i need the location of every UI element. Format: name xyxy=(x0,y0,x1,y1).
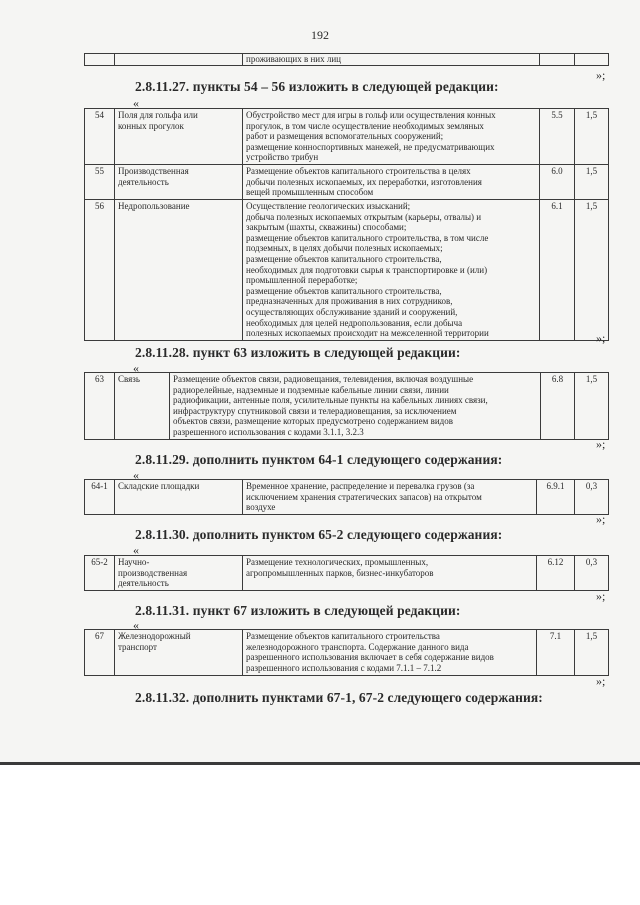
row-code: 6.9.1 xyxy=(537,480,575,515)
table-section-28 xyxy=(84,372,609,440)
row-number: 56 xyxy=(85,200,115,341)
scan-edge xyxy=(0,762,640,765)
row-name: Связь xyxy=(115,373,170,440)
table-row xyxy=(85,200,609,341)
row-code: 6.1 xyxy=(540,200,575,341)
opening-quote: « xyxy=(133,543,139,557)
row-description: Осуществление геологических изысканий; добыча полезных ископаемых открытым (карьеры, отвалы) и закрытым (шахты, скважины) способами; размещение объектов капитального строительства, в том числе подземных, в целях добычи полезных ископаемых; размещение объектов капитального строительства, необходимых для подготовки сырья к транспортировке и (или) промышленной переработке; размещение объектов капитального строительства, предназначенных для проживания в них сотрудников, осуществляющих обслуживание зданий и сооружений, необходимых для целей недропользования, если добыча полезных ископаемых происходит на межселенной территории xyxy=(243,200,540,341)
table-section-31 xyxy=(84,629,609,676)
section-heading: 2.8.11.31. пункт 67 изложить в следующей редакции: xyxy=(135,603,461,618)
section-heading: 2.8.11.30. дополнить пунктом 65-2 следующего содержания: xyxy=(135,527,503,542)
row-number: 65-2 xyxy=(85,556,115,591)
row-name: Поля для гольфа или конных прогулок xyxy=(115,109,243,165)
row-description: Размещение объектов капитального строительства железнодорожного транспорта. Содержание данного вида разрешенного использования включает в себя содержание видов разрешенного использования с кодами 7.1.1 – 7.1.2 xyxy=(243,630,537,676)
table-section-30 xyxy=(84,555,609,591)
row-number: 67 xyxy=(85,630,115,676)
row-name: Железнодорожный транспорт xyxy=(115,630,243,676)
row-description: Временное хранение, распределение и перевалка грузов (за исключением хранения стратегических запасов) на открытом воздухе xyxy=(243,480,537,515)
row-code: 5.5 xyxy=(540,109,575,165)
closing-quote: »; xyxy=(596,674,606,688)
closing-quote: »; xyxy=(596,68,606,82)
row-number: 63 xyxy=(85,373,115,440)
row-value: 0,3 xyxy=(575,556,609,591)
row-value: 1,5 xyxy=(575,200,609,341)
row-description: Размещение технологических, промышленных, агропромышленных парков, бизнес-инкубаторов xyxy=(243,556,537,591)
table-row xyxy=(85,373,609,440)
opening-quote: « xyxy=(133,96,139,110)
opening-quote: « xyxy=(133,361,139,375)
section-heading: 2.8.11.29. дополнить пунктом 64-1 следующего содержания: xyxy=(135,452,503,467)
section-heading: 2.8.11.27. пункты 54 – 56 изложить в следующей редакции: xyxy=(135,79,499,94)
row-name: Складские площадки xyxy=(115,480,243,515)
row-number: 64-1 xyxy=(85,480,115,515)
table-row xyxy=(85,109,609,165)
cell-text: проживающих в них лиц xyxy=(243,54,540,66)
table-row xyxy=(85,630,609,676)
section-heading: 2.8.11.28. пункт 63 изложить в следующей редакции: xyxy=(135,345,461,360)
row-value: 1,5 xyxy=(575,109,609,165)
row-description: Обустройство мест для игры в гольф или осуществления конных прогулок, в том числе осуществление необходимых земляных работ и размещения вспомогательных сооружений; размещение конноспортивных манежей, не предусматривающих устройство трибун xyxy=(243,109,540,165)
row-value: 1,5 xyxy=(575,165,609,200)
row-description: Размещение объектов капитального строительства в целях добычи полезных ископаемых, их переработки, изготовления вещей промышленным способом xyxy=(243,165,540,200)
table-row xyxy=(85,480,609,515)
row-code: 6.0 xyxy=(540,165,575,200)
row-code: 7.1 xyxy=(537,630,575,676)
closing-quote: »; xyxy=(596,437,606,451)
row-number: 54 xyxy=(85,109,115,165)
closing-quote: »; xyxy=(596,512,606,526)
closing-quote: »; xyxy=(596,589,606,603)
page-number: 192 xyxy=(311,28,329,42)
row-number: 55 xyxy=(85,165,115,200)
row-code: 6.12 xyxy=(537,556,575,591)
opening-quote: « xyxy=(133,468,139,482)
table-row xyxy=(85,165,609,200)
opening-quote: « xyxy=(133,618,139,632)
table-section-27 xyxy=(84,108,609,341)
row-value: 1,5 xyxy=(575,630,609,676)
row-name: Недропользование xyxy=(115,200,243,341)
row-name: Научно- производственная деятельность xyxy=(115,556,243,591)
row-value: 0,3 xyxy=(575,480,609,515)
table-section-29 xyxy=(84,479,609,515)
row-code: 6.8 xyxy=(541,373,575,440)
row-name: Производственная деятельность xyxy=(115,165,243,200)
table-row xyxy=(85,556,609,591)
row-description: Размещение объектов связи, радиовещания, телевидения, включая воздушные радиорелейные, надземные и подземные кабельные линии связи, линии радиофикации, антенные поля, усилительные пункты на кабельных линиях связи, инфраструктуру спутниковой связи и телерадиовещания, за исключением объектов связи, размещение которых предусмотрено содержанием видов разрешенного использования с кодами 3.1.1, 3.2.3 xyxy=(170,373,541,440)
table-row xyxy=(85,54,609,66)
table-fragment-top xyxy=(84,53,609,66)
closing-quote: »; xyxy=(596,331,606,345)
section-heading: 2.8.11.32. дополнить пунктами 67-1, 67-2 следующего содержания: xyxy=(135,690,543,705)
row-value: 1,5 xyxy=(575,373,609,440)
